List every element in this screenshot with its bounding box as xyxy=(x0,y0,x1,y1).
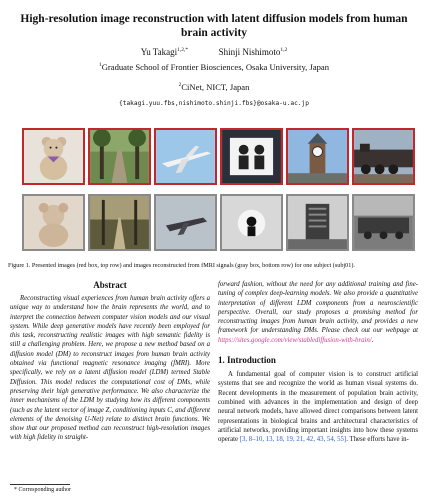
figure-1 xyxy=(22,128,414,252)
author-affil-mark: 1,2,* xyxy=(177,47,189,53)
abstract-continuation: forward fashion, without the need for any additional training and fine-tuning of complex deep-learning models. We also provide a quantitative interpretation of different LDM components from a neuroscientific perspective. Overall, our study proposes a promising method for reconstructing images from human brain activity, and provides a new framework for understanding DMs. Please check out our webpage at https://sites.google.com/view/stablediffusion-with-brain/. xyxy=(218,281,418,344)
authors-line xyxy=(0,45,428,58)
footnote-rule xyxy=(10,484,70,485)
citation-links[interactable]: [3, 8–10, 13, 18, 19, 21, 42, 43, 54, 55] xyxy=(239,436,347,444)
sign-reconstruction-image xyxy=(220,194,283,251)
airplane-image xyxy=(154,128,217,185)
author-name: Shinji Nishimoto xyxy=(218,47,281,57)
path-reconstruction-image xyxy=(88,194,151,251)
train-image xyxy=(352,128,415,185)
abstract-text: Reconstructing visual experiences from human brain activity offers a unique way to understand how the brain represents the world, and to interpret the connection between computer vision models and our visual system. While deep generative models have recently been employed for this task, reconstructing realistic images with high semantic fidelity is still a challenging problem. Here, we propose a new method based on a diffusion model (DM) to reconstruct images from human brain activity obtained via functional magnetic resonance imaging (fMRI). More specifically, we rely on a latent diffusion model (LDM) termed Stable Diffusion. This model reduces the computational cost of DMs, while preserving their high generative performance. We also characterize the inner mechanisms of the LDM by studying how its different components (such as the latent vector of image Z, conditioning inputs C, and different elements of the denoising U-Net) relate to distinct brain functions. We show that our proposed method can reconstruct high-resolution images with high fidelity in straight- xyxy=(10,295,210,442)
right-column xyxy=(218,280,418,444)
train-reconstruction-image xyxy=(352,194,415,251)
plane-reconstruction-image xyxy=(154,194,217,251)
affiliation-2: $^2$CiNet, NICT, Japan xyxy=(178,81,250,92)
author-name: Yu Takagi xyxy=(140,47,178,57)
affiliation-1: $^1$Graduate School of Frontier Biosciences, Osaka University, Japan xyxy=(98,61,330,72)
footnote: * Corresponding author xyxy=(14,487,71,493)
figure-caption: Figure 1. Presented images (red box, top row) and images reconstructed from fMRI signals (gray box, bottom row) for one subject (subj01). xyxy=(8,262,355,269)
introduction-heading: 1. Introduction xyxy=(218,355,276,366)
tree-path-image xyxy=(88,128,151,185)
introduction-text: A fundamental goal of computer vision is to construct artificial systems that see and recognize the world as human visual systems do. Recent developments in the measurement of population brain activity, combined with advances in the implementation and design of deep neural network models, have allowed direct comparisons between latent representations in biological brains and architectural characteristics of artificial networks, providing important insights into how these systems operate [3, 8–10, 13, 18, 19, 21, 42, 43, 54, 55]. These efforts have in- xyxy=(218,371,418,444)
teddy-bear-image xyxy=(22,128,85,185)
abstract-heading: Abstract xyxy=(93,280,127,290)
paper-title: High-resolution image reconstruction with latent diffusion models from human brain activity xyxy=(20,13,408,39)
left-column xyxy=(10,280,210,443)
people-sign-image xyxy=(220,128,283,185)
author-affil-mark: 1,2 xyxy=(280,47,288,53)
clock-tower-image xyxy=(286,128,349,185)
project-webpage-link[interactable]: https://sites.google.com/view/stablediffusion-with-brain/ xyxy=(218,336,372,344)
tower-reconstruction-image xyxy=(286,194,349,251)
author-email: {takagi.yuu.fbs,nishimoto.shinji.fbs}@osaka-u.ac.jp xyxy=(119,100,309,107)
bear-reconstruction-image xyxy=(22,194,85,251)
